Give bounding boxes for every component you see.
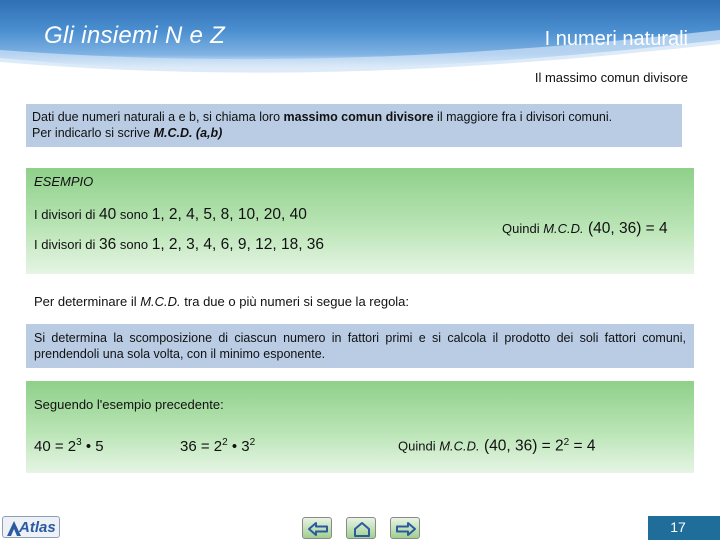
divisors-values: 1, 2, 3, 4, 6, 9, 12, 18, 36 — [151, 236, 325, 253]
follow-label: Seguendo l'esempio precedente: — [34, 397, 224, 412]
factorization-36 — [180, 437, 255, 455]
arrow-right-icon — [391, 518, 421, 540]
result-prefix: Quindi — [502, 221, 544, 236]
header-bar — [0, 0, 720, 68]
page-number: 17 — [670, 519, 686, 535]
rule-intro — [34, 294, 409, 309]
divisors-mid: sono — [116, 237, 152, 252]
number-40: 40 — [99, 206, 117, 223]
rule-box: Si determina la scomposizione di ciascun numero in fattori primi e si calcola il prodotto dei soli fattori comuni, prendendoli una sola volta, con il minimo esponente. — [26, 324, 694, 368]
number-36: 36 — [99, 236, 117, 253]
forward-button[interactable] — [390, 517, 420, 539]
example-label: ESEMPIO — [34, 174, 94, 189]
f36-exp2: 2 — [249, 437, 256, 448]
arrow-left-icon — [303, 518, 333, 540]
rule-intro-text: Per determinare il — [34, 294, 141, 309]
divisors-prefix: I divisori di — [34, 207, 100, 222]
definition-text: Dati due numeri naturali a e b, si chiama loro — [32, 110, 284, 124]
notation-intro: Per indicarlo si scrive — [32, 126, 154, 140]
f36-exp: 2 — [222, 437, 228, 448]
example-result — [502, 220, 668, 238]
slide-subtitle: Il massimo comun divisore — [534, 70, 688, 85]
divisors-36 — [34, 236, 324, 254]
back-button[interactable] — [302, 517, 332, 539]
atlas-logo — [2, 516, 60, 538]
logo-text: Atlas — [19, 519, 56, 536]
definition-text-end: il maggiore fra i divisori comuni. — [433, 110, 613, 124]
divisors-prefix: I divisori di — [34, 237, 100, 252]
home-icon — [347, 518, 377, 540]
f36-mid: • 3 — [227, 438, 250, 455]
follow-example-box — [26, 381, 694, 473]
home-button[interactable] — [346, 517, 376, 539]
divisors-values: 1, 2, 4, 5, 8, 10, 20, 40 — [151, 206, 307, 223]
definition-box — [26, 104, 682, 147]
rule-intro-mcd: M.C.D. — [140, 294, 181, 309]
f40-rest: • 5 — [81, 438, 104, 455]
section-title: I numeri naturali — [544, 28, 688, 50]
divisors-40 — [34, 206, 307, 224]
result-value: (40, 36) = 2 — [479, 437, 564, 455]
definition-term: massimo comun divisore — [283, 110, 434, 124]
rule-intro-end: tra due o più numeri si segue la regola: — [180, 294, 410, 309]
follow-result — [398, 437, 596, 455]
f40-exp: 3 — [76, 437, 82, 448]
result-value: (40, 36) = 4 — [583, 220, 668, 237]
result-mcd: M.C.D. — [439, 438, 480, 454]
slide-title: Gli insiemi N e Z — [44, 22, 226, 49]
divisors-mid: sono — [116, 207, 152, 222]
f36-base: 36 = 2 — [180, 438, 223, 455]
result-prefix: Quindi — [398, 438, 440, 454]
factorization-40 — [34, 437, 104, 455]
page-badge — [648, 516, 720, 540]
f40-base: 40 = 2 — [34, 438, 77, 455]
result-end: = 4 — [569, 437, 596, 455]
result-mcd: M.C.D. — [543, 221, 584, 236]
notation: M.C.D. (a,b) — [153, 126, 223, 140]
example-box — [26, 168, 694, 274]
result-exp: 2 — [563, 437, 570, 448]
